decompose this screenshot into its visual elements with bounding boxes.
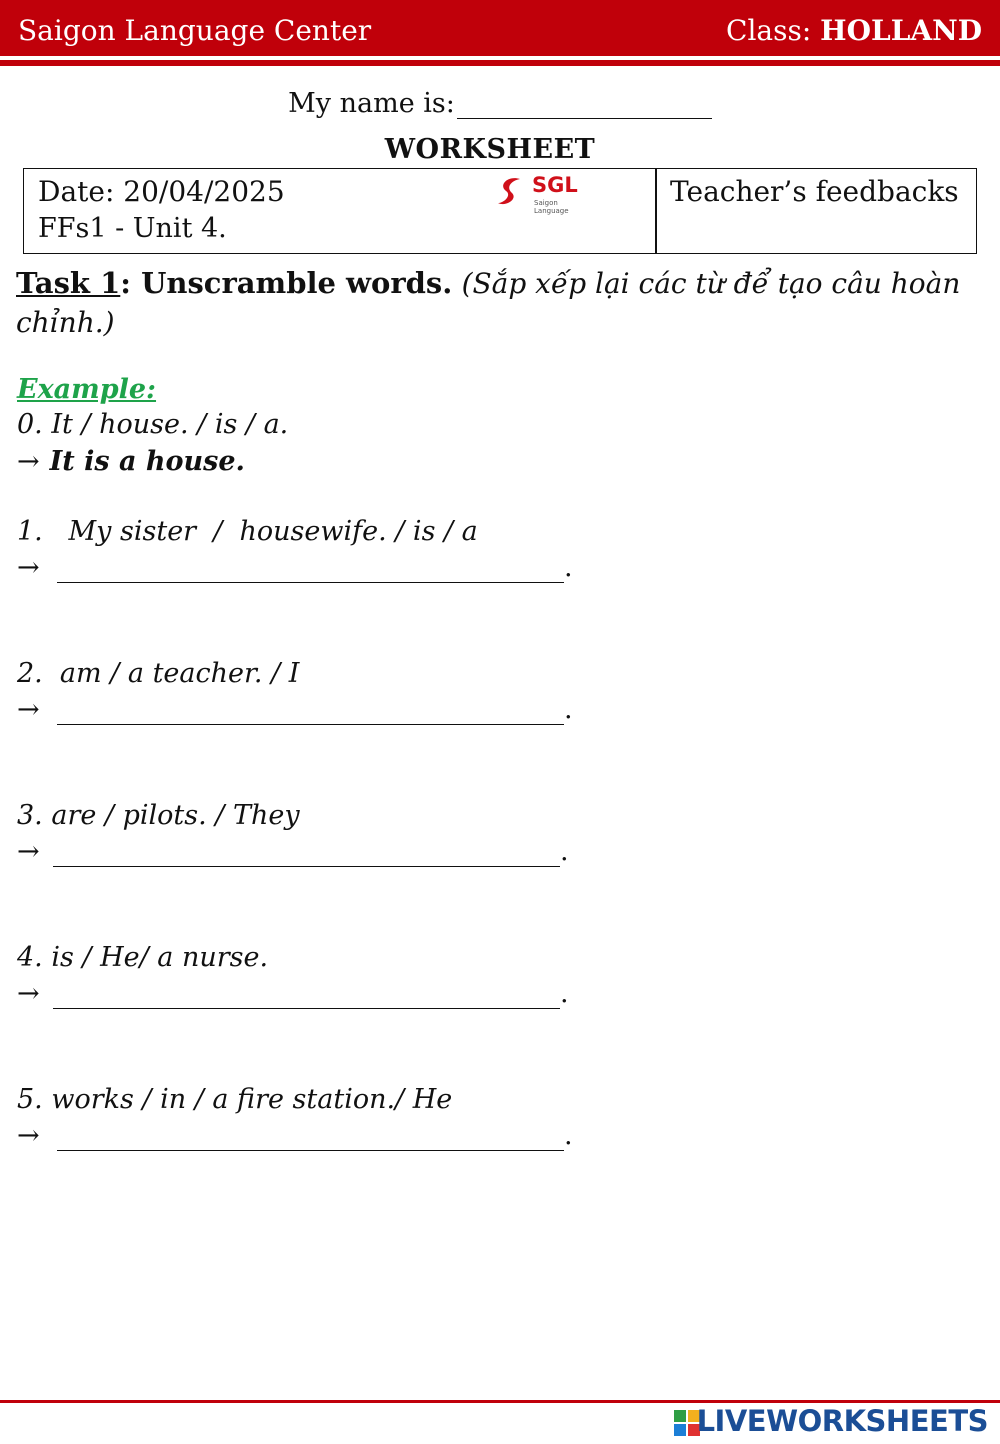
answer-row-4 — [17, 978, 569, 1009]
worksheet-title: WORKSHEET — [384, 134, 596, 165]
arrow-icon: → — [17, 446, 40, 477]
item-prompt-1: 1. My sister / housewife. / is / a — [17, 516, 478, 547]
arrow-icon: → — [17, 552, 40, 583]
example-label: Example: — [17, 374, 157, 405]
teacher-feedback-label: Teacher’s feedbacks — [670, 175, 959, 208]
answer-period: . — [560, 978, 569, 1009]
example-prompt: 0. It / house. / is / a. — [17, 409, 289, 440]
arrow-icon: → — [17, 694, 40, 725]
answer-blank-5[interactable] — [57, 1123, 564, 1151]
answer-row-5 — [17, 1120, 573, 1151]
name-blank[interactable] — [457, 93, 712, 119]
info-divider — [655, 169, 657, 253]
liveworksheets-brand: LIVEWORKSHEETS — [696, 1404, 988, 1438]
item-prompt-5: 5. works / in / a fire station./ He — [17, 1084, 453, 1115]
item-prompt-3: 3. are / pilots. / They — [17, 800, 300, 831]
answer-blank-2[interactable] — [57, 697, 564, 725]
answer-period: . — [564, 552, 573, 583]
logo-subtext: Saigon Language — [534, 199, 569, 215]
answer-row-1 — [17, 552, 573, 583]
header-rule — [0, 60, 1000, 66]
school-name: Saigon Language Center — [18, 14, 372, 47]
arrow-icon: → — [17, 1120, 40, 1151]
answer-blank-4[interactable] — [53, 981, 560, 1009]
task-title: : Unscramble words. — [120, 266, 453, 300]
item-prompt-2: 2. am / a teacher. / I — [17, 658, 300, 689]
class-value: HOLLAND — [820, 14, 982, 47]
unit-text: FFs1 - Unit 4. — [38, 213, 227, 244]
class-label: Class: — [726, 14, 812, 47]
task-label: Task 1 — [16, 266, 121, 300]
arrow-icon: → — [17, 978, 40, 1009]
class-info — [726, 14, 982, 47]
answer-row-2 — [17, 694, 573, 725]
example-answer-text: It is a house. — [49, 446, 245, 477]
task-instruction: (Sắp xếp lại các từ để tạo câu hoàn chỉnh.) — [16, 267, 961, 339]
sgl-logo — [494, 173, 594, 215]
date-text: Date: 20/04/2025 — [38, 175, 285, 208]
info-box — [23, 168, 977, 254]
example-answer — [17, 446, 245, 477]
name-prompt: My name is: — [288, 88, 455, 119]
footer-rule — [0, 1400, 1000, 1403]
answer-period: . — [564, 1120, 573, 1151]
sgl-swoosh-icon — [494, 173, 530, 209]
answer-blank-3[interactable] — [53, 839, 560, 867]
item-prompt-4: 4. is / He/ a nurse. — [17, 942, 269, 973]
answer-blank-1[interactable] — [57, 555, 564, 583]
task-heading — [16, 264, 986, 342]
name-line — [0, 88, 1000, 119]
answer-period: . — [564, 694, 573, 725]
arrow-icon: → — [17, 836, 40, 867]
answer-row-3 — [17, 836, 569, 867]
answer-period: . — [560, 836, 569, 867]
logo-text: SGL — [532, 173, 578, 197]
